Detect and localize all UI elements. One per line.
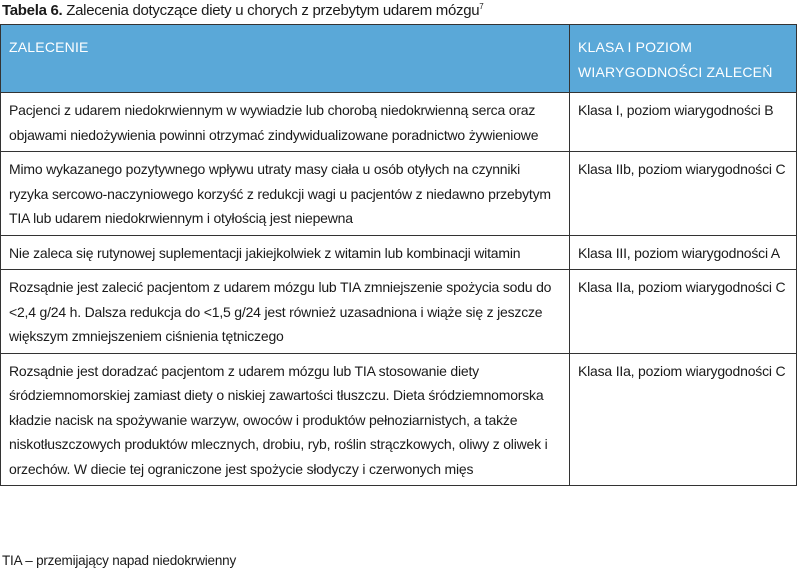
class-cell: Klasa IIa, poziom wiarygodności C — [570, 353, 797, 486]
recommendation-cell: Pacjenci z udarem niedokrwiennym w wywiadzie lub chorobą niedokrwienną serca oraz objawami niedożywienia powinni otrzymać zindywidualizowane poradnictwo żywieniowe — [1, 93, 570, 152]
table-row — [1, 270, 797, 354]
table-row — [1, 353, 797, 486]
table-row — [1, 152, 797, 236]
recommendation-cell: Rozsądnie jest doradzać pacjentom z udarem mózgu lub TIA stosowanie diety śródziemnomorskiej zamiast diety o niskiej zawartości tłuszczu. Dieta śródziemnomorska kładzie nacisk na spożywanie warzyw, owoców i produktów pełnoziarnistych, a także niskotłuszczowych produktów mlecznych, drobiu, ryb, roślin strączkowych, oliwy z oliwek i orzechów. W diecie tej ograniczone jest spożycie słodyczy i czerwonych mięs — [1, 353, 570, 486]
table-footnote: TIA – przemijający napad niedokrwienny — [2, 553, 237, 568]
recommendation-cell: Mimo wykazanego pozytywnego wpływu utraty masy ciała u osób otyłych na czynniki ryzyka sercowo-naczyniowego korzyść z redukcji wagi u pacjentów z niedawno przebytym TIA lub udarem niedokrwiennym i otyłością jest niepewna — [1, 152, 570, 236]
recommendation-cell: Nie zaleca się rutynowej suplementacji jakiejkolwiek z witamin lub kombinacji witamin — [1, 235, 570, 270]
class-cell: Klasa III, poziom wiarygodności A — [570, 235, 797, 270]
recommendation-cell: Rozsądnie jest zalecić pacjentom z udarem mózgu lub TIA zmniejszenie spożycia sodu do <2,4 g/24 h. Dalsza redukcja do <1,5 g/24 jest również uzasadniona i wiąże się z jeszcze większym zmniejszeniem ciśnienia tętniczego — [1, 270, 570, 354]
reference-superscript: 7 — [479, 2, 484, 11]
class-cell: Klasa IIb, poziom wiarygodności C — [570, 152, 797, 236]
table-number: Tabela 6. — [2, 2, 63, 19]
class-cell: Klasa I, poziom wiarygodności B — [570, 93, 797, 152]
header-class-level: KLASA I POZIOM WIARYGODNOŚCI ZALECEŃ — [570, 25, 797, 93]
recommendations-table — [0, 24, 797, 486]
table-row — [1, 93, 797, 152]
table-caption — [2, 2, 483, 19]
table-row — [1, 235, 797, 270]
table-header-row — [1, 25, 797, 93]
header-recommendation: ZALECENIE — [1, 25, 570, 93]
table-title: Zalecenia dotyczące diety u chorych z przebytym udarem mózgu — [62, 2, 480, 19]
class-cell: Klasa IIa, poziom wiarygodności C — [570, 270, 797, 354]
